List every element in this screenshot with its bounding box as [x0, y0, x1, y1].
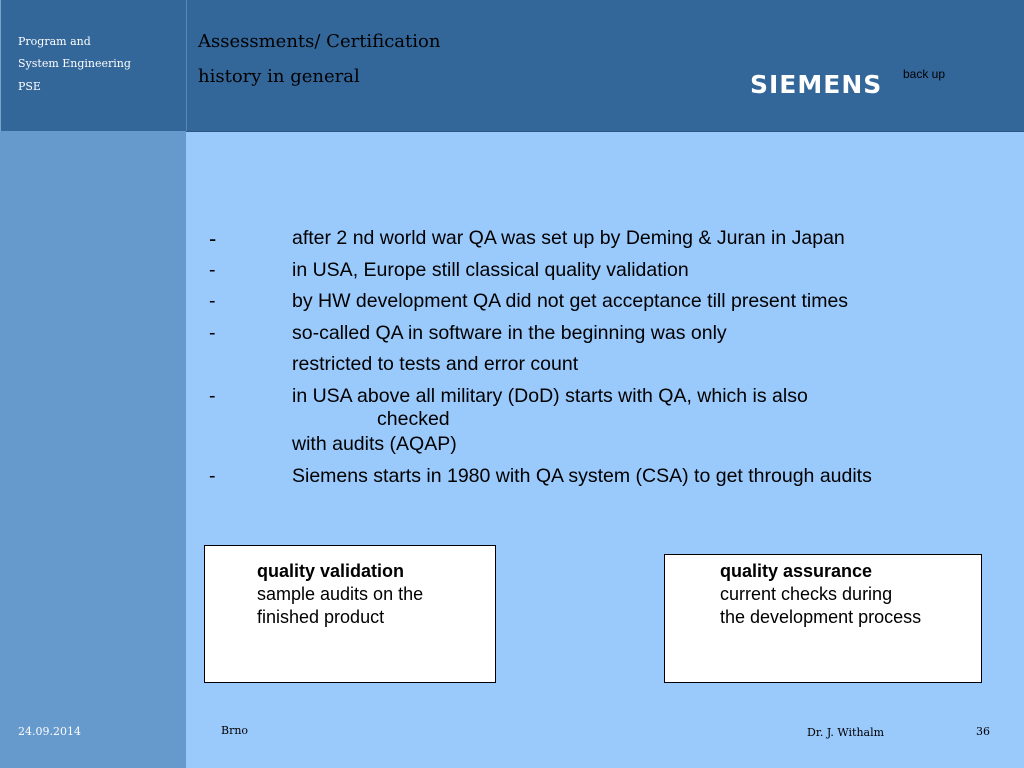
- box-line: the development process: [720, 607, 922, 627]
- bullet-marker: -: [209, 226, 217, 251]
- siemens-logo: SIEMENS: [750, 70, 883, 99]
- brand-line-1: Program and: [18, 35, 91, 48]
- back-up-link[interactable]: back up: [903, 67, 946, 81]
- box-content: [257, 560, 423, 629]
- bullet-text: with audits (AQAP): [292, 433, 457, 455]
- box-title: quality validation: [257, 561, 405, 581]
- bullet-text: by HW development QA did not get acceptance till present times: [292, 290, 849, 312]
- brand-line-2: System Engineering: [18, 57, 131, 70]
- slide-header: [0, 0, 1024, 132]
- bullet-text: restricted to tests and error count: [292, 353, 579, 375]
- footer-location: Brno: [221, 724, 249, 737]
- bullet-text: in USA, Europe still classical quality validation: [292, 259, 689, 281]
- bullet-text: after 2 nd world war QA was set up by Deming & Juran in Japan: [292, 227, 845, 249]
- brand-line-3: PSE: [18, 80, 41, 93]
- left-sidebar: [0, 131, 186, 768]
- header-divider: [186, 0, 187, 131]
- page-number: 36: [976, 725, 990, 738]
- box-line: current checks during: [720, 584, 893, 604]
- box-title: quality assurance: [720, 561, 873, 581]
- bullet-text: in USA above all military (DoD) starts with QA, which is also: [292, 385, 808, 407]
- box-content: [720, 560, 921, 629]
- bullet-marker: -: [209, 385, 216, 407]
- bullet-marker: -: [209, 259, 216, 281]
- box-line: sample audits on the: [257, 584, 424, 604]
- header-edge: [0, 0, 1, 131]
- quality-validation-box: [204, 545, 496, 683]
- slide-title-line-2: history in general: [198, 66, 360, 87]
- footer-date: 24.09.2014: [18, 725, 81, 738]
- bullet-text: checked: [377, 408, 450, 430]
- bullet-text: Siemens starts in 1980 with QA system (CSA) to get through audits: [292, 465, 872, 487]
- footer-author: Dr. J. Withalm: [807, 726, 885, 739]
- quality-assurance-box: [664, 554, 982, 683]
- bullet-marker: -: [209, 322, 216, 344]
- box-line: finished product: [257, 607, 385, 627]
- bullet-text: so-called QA in software in the beginning was only: [292, 322, 727, 344]
- bullet-marker: -: [209, 290, 216, 312]
- slide-title-line-1: Assessments/ Certification: [198, 31, 441, 52]
- bullet-marker: -: [209, 465, 216, 487]
